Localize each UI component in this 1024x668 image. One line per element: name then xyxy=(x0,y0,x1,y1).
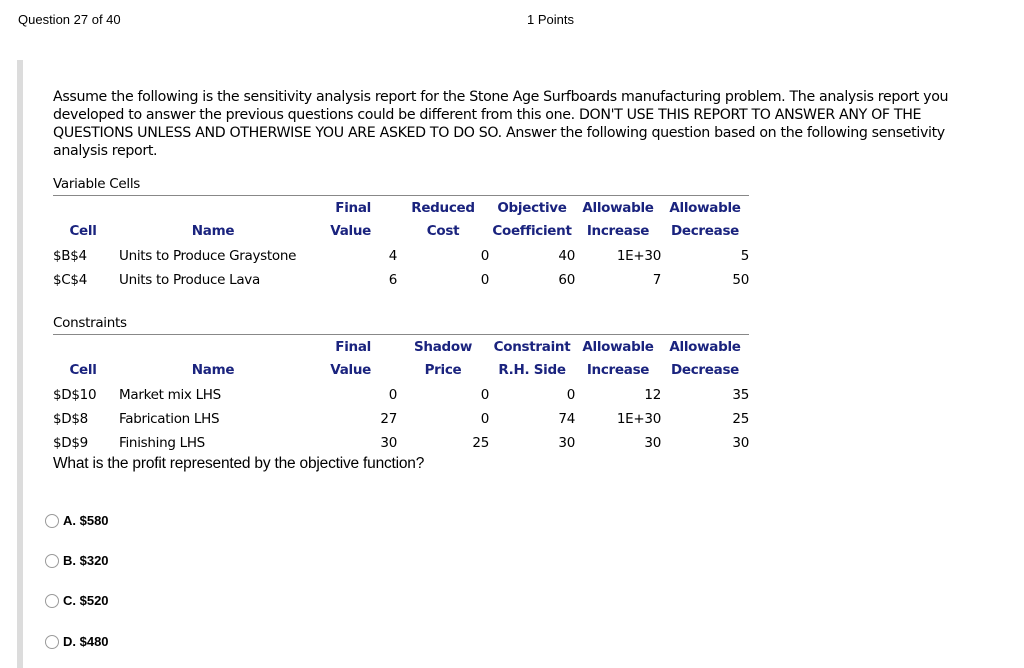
cell-name: Finishing LHS xyxy=(119,435,205,451)
option-b[interactable] xyxy=(45,553,109,568)
final-value: 6 xyxy=(388,272,397,288)
shadow-price: 0 xyxy=(480,411,489,427)
final-value: 0 xyxy=(388,387,397,403)
variable-cells-title: Variable Cells xyxy=(53,176,141,192)
rh-side: 74 xyxy=(558,411,575,427)
header-allowable-dec: Allowable xyxy=(669,339,741,355)
reduced-cost: 0 xyxy=(480,272,489,288)
option-d[interactable] xyxy=(45,634,109,649)
header-cell: Cell xyxy=(69,223,97,239)
allowable-decrease: 25 xyxy=(732,411,749,427)
radio-icon[interactable] xyxy=(45,554,59,568)
radio-icon[interactable] xyxy=(45,514,59,528)
cell-ref: $D$9 xyxy=(53,435,88,451)
shadow-price: 25 xyxy=(472,435,489,451)
final-value: 4 xyxy=(388,248,397,264)
header-decrease: Decrease xyxy=(670,223,740,239)
allowable-increase: 30 xyxy=(644,435,661,451)
rh-side: 0 xyxy=(566,387,575,403)
option-label[interactable]: D. $480 xyxy=(63,634,109,649)
header-allowable-inc: Allowable xyxy=(582,339,654,355)
divider xyxy=(53,195,749,196)
option-label[interactable]: A. $580 xyxy=(63,513,109,528)
radio-icon[interactable] xyxy=(45,594,59,608)
header-increase: Increase xyxy=(586,362,650,378)
allowable-decrease: 50 xyxy=(732,272,749,288)
cell-name: Units to Produce Graystone xyxy=(119,248,297,264)
question-text: What is the profit represented by the objective function? xyxy=(53,455,425,472)
option-a[interactable] xyxy=(45,513,109,528)
cell-name: Market mix LHS xyxy=(119,387,221,403)
constraints-title: Constraints xyxy=(53,315,127,331)
intro-text: Assume the following is the sensitivity analysis report for the Stone Age Surfboards manufacturing problem. The analysis report you developed to answer the previous questions could be different from this one. DON'T USE THIS REPORT TO ANSWER ANY OF THE QUESTIONS UNLESS AND OTHERWISE YOU ARE ASKED TO DO SO. Answer the following question based on the following sensetivity analysis report. xyxy=(53,89,949,159)
header-value: Value xyxy=(330,223,371,239)
header-constraint: Constraint xyxy=(493,339,571,355)
header-objective: Objective xyxy=(497,200,567,216)
cell-ref: $B$4 xyxy=(53,248,87,264)
option-label[interactable]: C. $520 xyxy=(63,593,109,608)
question-intro xyxy=(53,88,973,160)
final-value: 30 xyxy=(380,435,397,451)
header-cost: Cost xyxy=(426,223,460,239)
points-label: 1 Points xyxy=(527,12,574,27)
rh-side: 30 xyxy=(558,435,575,451)
cell-name: Units to Produce Lava xyxy=(119,272,260,288)
header-allowable-inc: Allowable xyxy=(582,200,654,216)
final-value: 27 xyxy=(380,411,397,427)
allowable-increase: 7 xyxy=(652,272,661,288)
header-cell: Cell xyxy=(69,362,97,378)
header-reduced: Reduced xyxy=(411,200,475,216)
allowable-increase: 1E+30 xyxy=(616,411,661,427)
header-rh-side: R.H. Side xyxy=(498,362,566,378)
header-coefficient: Coefficient xyxy=(492,223,572,239)
header-increase: Increase xyxy=(586,223,650,239)
allowable-increase: 1E+30 xyxy=(616,248,661,264)
cell-name: Fabrication LHS xyxy=(119,411,220,427)
header-name: Name xyxy=(191,362,235,378)
cell-ref: $C$4 xyxy=(53,272,87,288)
cell-ref: $D$10 xyxy=(53,387,97,403)
question-counter: Question 27 of 40 xyxy=(18,12,121,27)
header-allowable-dec: Allowable xyxy=(669,200,741,216)
allowable-decrease: 5 xyxy=(740,248,749,264)
allowable-decrease: 35 xyxy=(732,387,749,403)
allowable-increase: 12 xyxy=(644,387,661,403)
option-label[interactable]: B. $320 xyxy=(63,553,109,568)
objective-coefficient: 60 xyxy=(558,272,575,288)
reduced-cost: 0 xyxy=(480,248,489,264)
left-accent-bar xyxy=(17,60,23,668)
header-shadow: Shadow xyxy=(413,339,473,355)
header-final: Final xyxy=(335,200,371,216)
header-decrease: Decrease xyxy=(670,362,740,378)
shadow-price: 0 xyxy=(480,387,489,403)
header-name: Name xyxy=(191,223,235,239)
option-c[interactable] xyxy=(45,593,109,608)
header-price: Price xyxy=(424,362,462,378)
header-value: Value xyxy=(330,362,371,378)
radio-icon[interactable] xyxy=(45,635,59,649)
objective-coefficient: 40 xyxy=(558,248,575,264)
header-final: Final xyxy=(335,339,371,355)
divider xyxy=(53,334,749,335)
cell-ref: $D$8 xyxy=(53,411,88,427)
allowable-decrease: 30 xyxy=(732,435,749,451)
question-header xyxy=(0,0,1024,40)
